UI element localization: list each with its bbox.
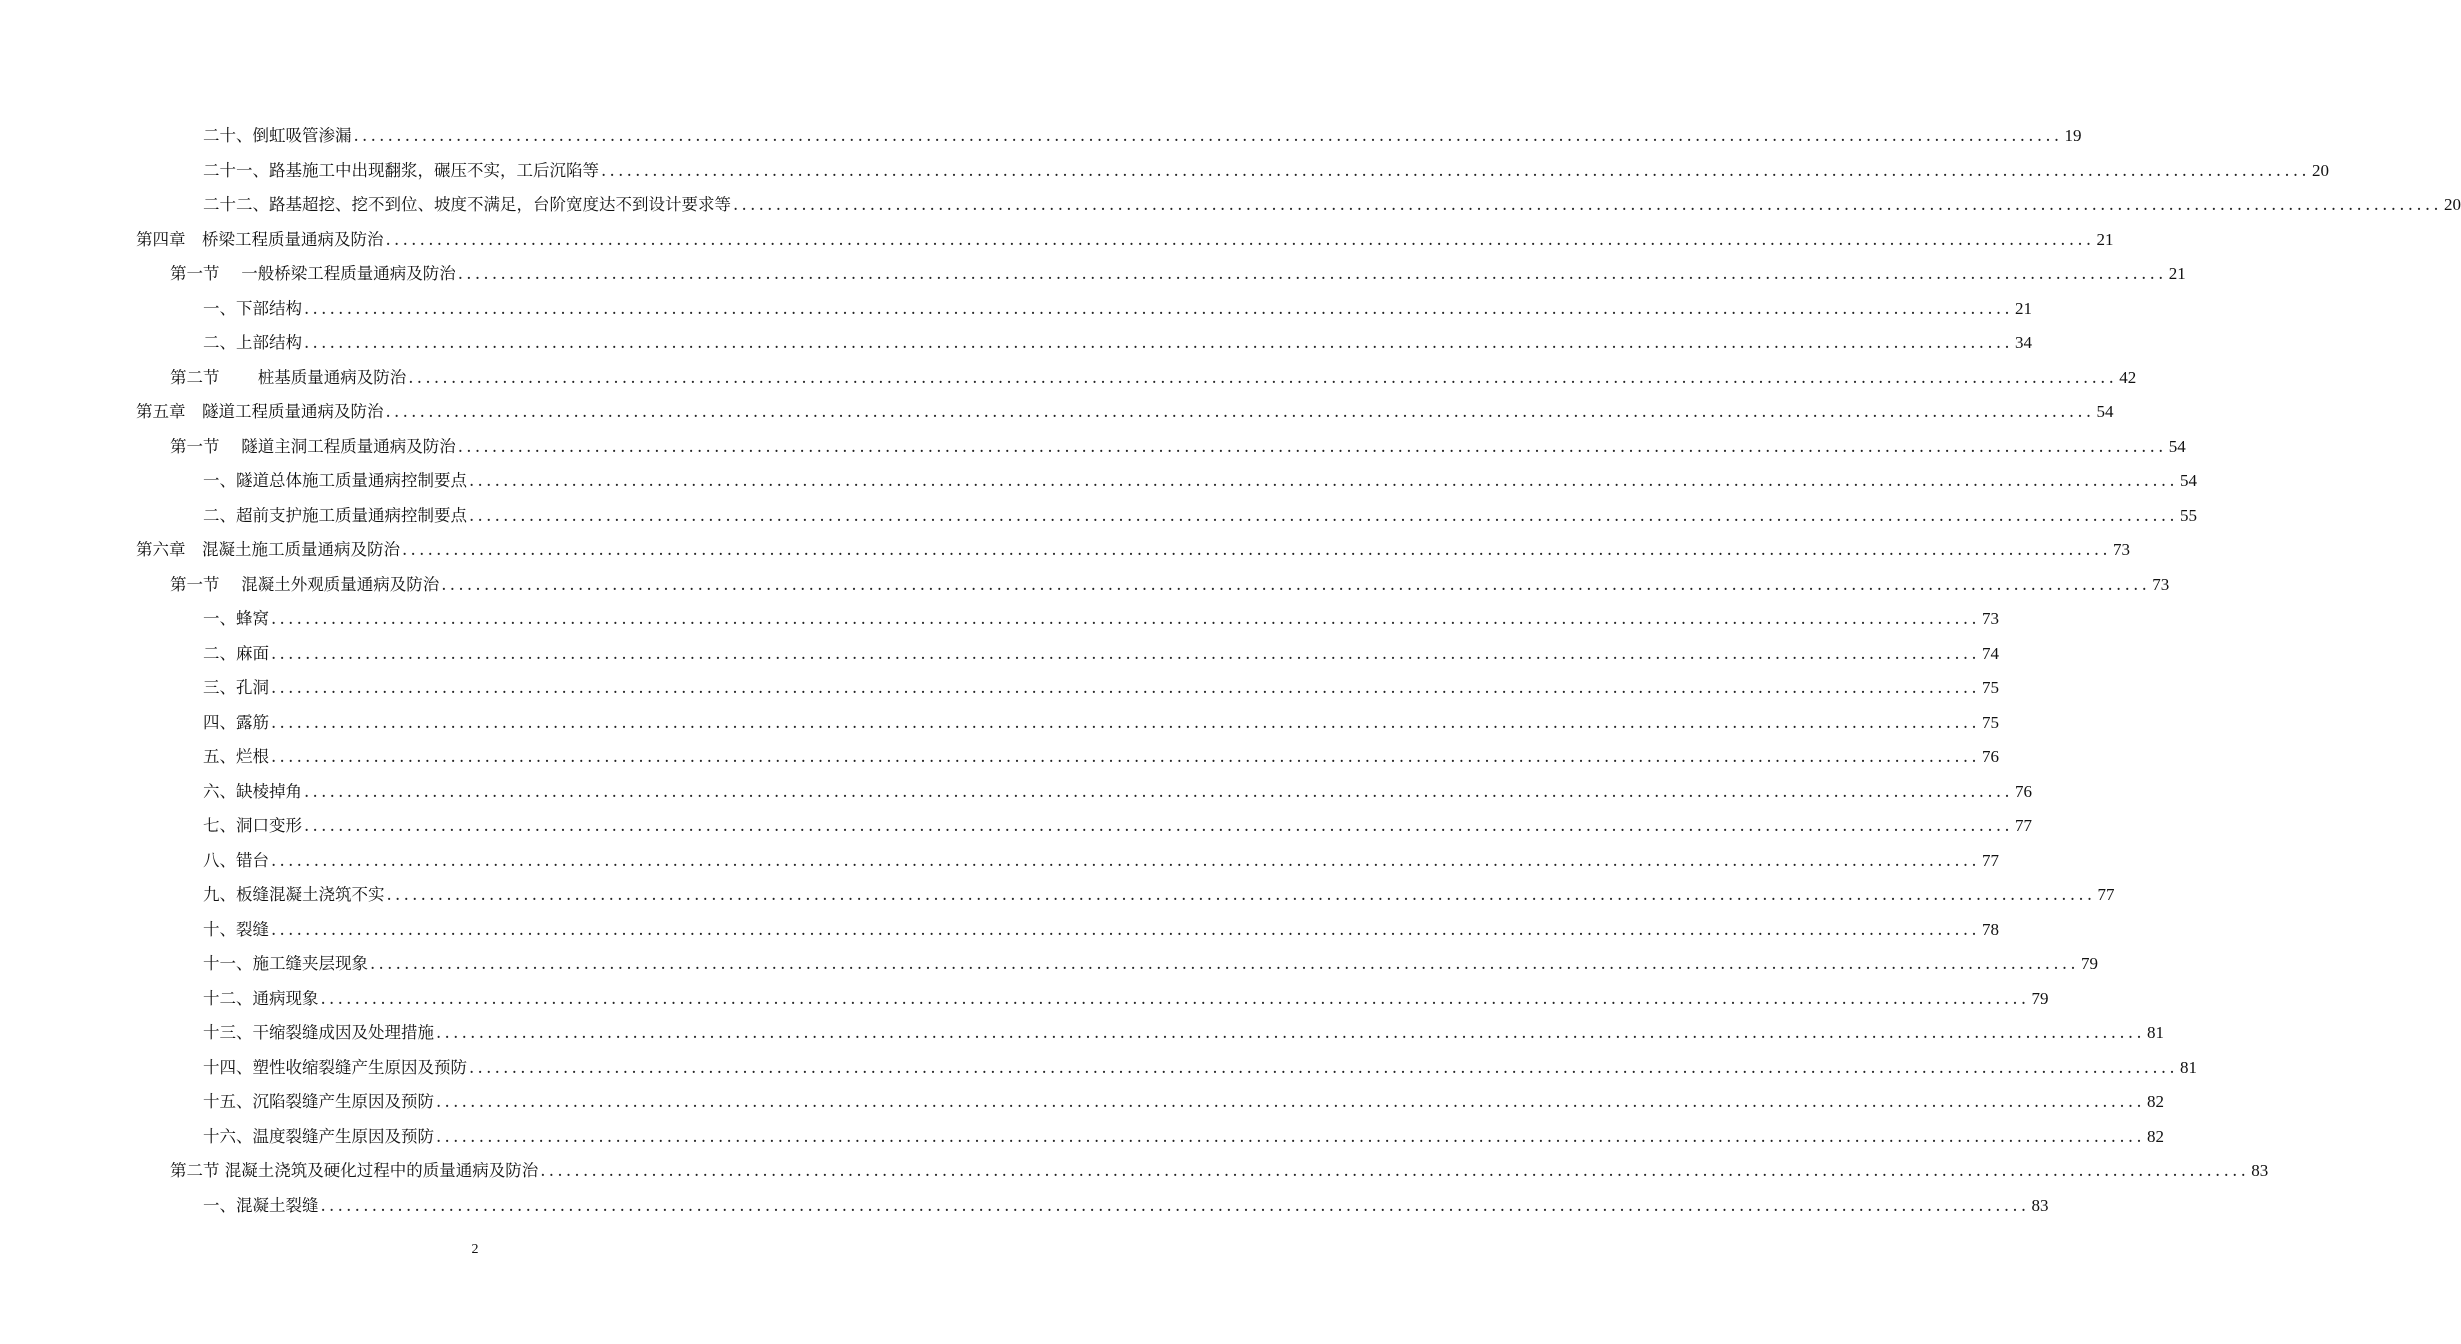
toc-entry[interactable] <box>203 809 2032 843</box>
toc-entry[interactable] <box>203 913 1999 947</box>
dot-leader: ........................................................................................................................................................................................................ <box>370 954 2079 973</box>
dot-leader: ........................................................................................................................................................................................................ <box>469 471 2178 490</box>
dot-leader: ........................................................................................................................................................................................................ <box>271 747 1980 766</box>
toc-entry-title: 六、缺棱掉角 <box>203 781 302 801</box>
toc-entry-page: 21 <box>2168 264 2186 283</box>
toc-entry-page: 81 <box>2146 1023 2164 1042</box>
toc-entry-page: 77 <box>2014 816 2032 835</box>
toc-entry-title: 第二节 混凝土浇筑及硬化过程中的质量通病及防治 <box>170 1161 539 1180</box>
toc-entry-title: 二、麻面 <box>203 643 269 663</box>
toc-entry[interactable] <box>203 947 2098 981</box>
toc-entry[interactable] <box>136 223 2114 257</box>
toc-entry[interactable] <box>203 292 2032 326</box>
toc-entry[interactable] <box>203 326 2032 360</box>
dot-leader: ........................................................................................................................................................................................................ <box>408 367 2118 387</box>
dot-leader: ........................................................................................................................................................................................................ <box>271 919 1980 939</box>
toc-entry[interactable] <box>203 1120 2164 1154</box>
toc-entry-page: 19 <box>2064 126 2082 145</box>
toc-entry-page: 77 <box>1981 850 1999 870</box>
toc-entry[interactable] <box>203 1016 2164 1050</box>
toc-entry[interactable] <box>170 568 2170 602</box>
toc-entry-title: 二十、倒虹吸管渗漏 <box>203 126 352 145</box>
dot-leader: ........................................................................................................................................................................................................ <box>304 781 2013 801</box>
dot-leader: ........................................................................................................................................................................................................ <box>436 1126 2145 1146</box>
toc-entry-title: 十六、温度裂缝产生原因及预防 <box>203 1126 434 1146</box>
toc-entry-page: 83 <box>2251 1161 2269 1180</box>
toc-entry-page: 81 <box>2179 1057 2197 1077</box>
toc-entry[interactable] <box>203 844 1999 878</box>
toc-entry-page: 55 <box>2179 505 2197 525</box>
dot-leader: ........................................................................................................................................................................................................ <box>385 229 2095 249</box>
toc-entry-title: 第一节 混凝土外观质量通病及防治 <box>170 574 440 594</box>
toc-entry[interactable] <box>203 188 2461 222</box>
toc-entry-title: 七、洞口变形 <box>203 816 302 835</box>
toc-entry-title: 四、露筋 <box>203 712 269 732</box>
dot-leader: ........................................................................................................................................................................................................ <box>304 816 2013 835</box>
toc-entry[interactable] <box>170 361 2137 395</box>
toc-entry-title: 一、下部结构 <box>203 298 302 318</box>
dot-leader: ........................................................................................................................................................................................................ <box>271 678 1980 697</box>
toc-entry-title: 十四、塑性收缩裂缝产生原因及预防 <box>203 1057 467 1077</box>
toc-entry[interactable] <box>203 671 1999 705</box>
toc-entry-page: 21 <box>2014 298 2032 318</box>
dot-leader: ........................................................................................................................................................................................................ <box>469 1057 2178 1077</box>
toc-entry-title: 第六章 混凝土施工质量通病及防治 <box>136 540 400 559</box>
dot-leader: ........................................................................................................................................................................................................ <box>271 712 1980 732</box>
toc-entry[interactable] <box>203 1189 2049 1223</box>
toc-entry-title: 十五、沉陷裂缝产生原因及预防 <box>203 1092 434 1111</box>
dot-leader: ........................................................................................................................................................................................................ <box>436 1023 2145 1042</box>
dot-leader: ........................................................................................................................................................................................................ <box>271 643 1980 663</box>
toc-entry-page: 83 <box>2031 1195 2049 1215</box>
toc-entry[interactable] <box>203 878 2115 912</box>
toc-entry-title: 十一、施工缝夹层现象 <box>203 954 368 973</box>
toc-entry-title: 二、超前支护施工质量通病控制要点 <box>203 505 467 525</box>
toc-entry[interactable] <box>203 740 1999 774</box>
toc-entry-page: 34 <box>2014 333 2032 352</box>
dot-leader: ........................................................................................................................................................................................................ <box>385 402 2095 421</box>
toc-entry[interactable] <box>136 533 2130 567</box>
dot-leader: ........................................................................................................................................................................................................ <box>540 1161 2250 1180</box>
toc-entry-page: 54 <box>2096 402 2114 421</box>
toc-entry-title: 第四章 桥梁工程质量通病及防治 <box>136 229 384 249</box>
toc-entry-page: 20 <box>2311 160 2329 180</box>
toc-entry-page: 74 <box>1981 643 1999 663</box>
toc-entry-page: 79 <box>2080 954 2098 973</box>
toc-entry-page: 77 <box>2097 885 2115 904</box>
toc-entry-title: 一、蜂窝 <box>203 609 269 628</box>
toc-entry-title: 三、孔洞 <box>203 678 269 697</box>
toc-entry[interactable] <box>203 119 2082 153</box>
toc-entry[interactable] <box>203 775 2032 809</box>
dot-leader: ........................................................................................................................................................................................................ <box>441 574 2151 594</box>
toc-entry-title: 二、上部结构 <box>203 333 302 352</box>
toc-entry[interactable] <box>203 154 2329 188</box>
dot-leader: ........................................................................................................................................................................................................ <box>320 1195 2030 1215</box>
toc-entry-title: 第一节 一般桥梁工程质量通病及防治 <box>170 264 456 283</box>
dot-leader: ........................................................................................................................................................................................................ <box>733 195 2442 214</box>
toc-entry-title: 第五章 隧道工程质量通病及防治 <box>136 402 384 421</box>
toc-entry-title: 二十二、路基超挖、挖不到位、坡度不满足，台阶宽度达不到设计要求等 <box>203 195 731 214</box>
toc-entry-page: 82 <box>2146 1126 2164 1146</box>
toc-entry-page: 54 <box>2179 471 2197 490</box>
dot-leader: ........................................................................................................................................................................................................ <box>304 333 2013 352</box>
toc-entry[interactable] <box>203 1085 2164 1119</box>
toc-entry-title: 九、板缝混凝土浇筑不实 <box>203 885 385 904</box>
toc-entry-page: 75 <box>1981 678 1999 697</box>
toc-entry-title: 十、裂缝 <box>203 919 269 939</box>
dot-leader: ........................................................................................................................................................................................................ <box>402 540 2111 559</box>
toc-entry-page: 21 <box>2096 229 2114 249</box>
dot-leader: ........................................................................................................................................................................................................ <box>304 298 2013 318</box>
toc-entry-page: 73 <box>2112 540 2130 559</box>
toc-entry[interactable] <box>136 395 2114 429</box>
toc-entry[interactable] <box>203 499 2197 533</box>
toc-entry-title: 一、隧道总体施工质量通病控制要点 <box>203 471 467 490</box>
dot-leader: ........................................................................................................................................................................................................ <box>320 988 2030 1008</box>
dot-leader: ........................................................................................................................................................................................................ <box>601 160 2310 180</box>
toc-entry-page: 78 <box>1981 919 1999 939</box>
toc-entry-page: 20 <box>2443 195 2461 214</box>
toc-entry-page: 42 <box>2119 367 2137 387</box>
toc-entry-page: 54 <box>2168 436 2186 456</box>
toc-entry-title: 二十一、路基施工中出现翻浆，碾压不实，工后沉陷等 <box>203 160 599 180</box>
dot-leader: ........................................................................................................................................................................................................ <box>457 264 2167 283</box>
toc-entry[interactable] <box>203 706 1999 740</box>
toc-entry-page: 73 <box>2152 574 2170 594</box>
toc-entry-title: 八、错台 <box>203 850 269 870</box>
toc-entry-title: 十二、通病现象 <box>203 988 319 1008</box>
dot-leader: ........................................................................................................................................................................................................ <box>457 436 2167 456</box>
toc-entry-page: 82 <box>2146 1092 2164 1111</box>
toc-entry[interactable] <box>203 982 2049 1016</box>
toc-entry-page: 73 <box>1981 609 1999 628</box>
toc-entry-title: 五、烂根 <box>203 747 269 766</box>
toc-entry[interactable] <box>170 257 2186 291</box>
dot-leader: ........................................................................................................................................................................................................ <box>353 126 2063 145</box>
toc-entry-page: 79 <box>2031 988 2049 1008</box>
toc-entry-title: 第二节 桩基质量通病及防治 <box>170 367 407 387</box>
dot-leader: ........................................................................................................................................................................................................ <box>271 850 1980 870</box>
toc-entry-title: 一、混凝土裂缝 <box>203 1195 319 1215</box>
toc-entry-page: 75 <box>1981 712 1999 732</box>
toc-entry-page: 76 <box>1981 747 1999 766</box>
toc-entry[interactable] <box>203 637 1999 671</box>
toc-entry-title: 第一节 隧道主洞工程质量通病及防治 <box>170 436 456 456</box>
dot-leader: ........................................................................................................................................................................................................ <box>469 505 2178 525</box>
dot-leader: ........................................................................................................................................................................................................ <box>436 1092 2145 1111</box>
page-number: 2 <box>471 1242 479 1257</box>
toc-entry[interactable] <box>170 1154 2269 1188</box>
toc-entry[interactable] <box>203 464 2197 498</box>
dot-leader: ........................................................................................................................................................................................................ <box>386 885 2096 904</box>
toc-entry-page: 76 <box>2014 781 2032 801</box>
toc-entry[interactable] <box>203 602 1999 636</box>
toc-entry-title: 十三、干缩裂缝成因及处理措施 <box>203 1023 434 1042</box>
dot-leader: ........................................................................................................................................................................................................ <box>271 609 1980 628</box>
toc-entry[interactable] <box>203 1051 2197 1085</box>
toc-entry[interactable] <box>170 430 2186 464</box>
